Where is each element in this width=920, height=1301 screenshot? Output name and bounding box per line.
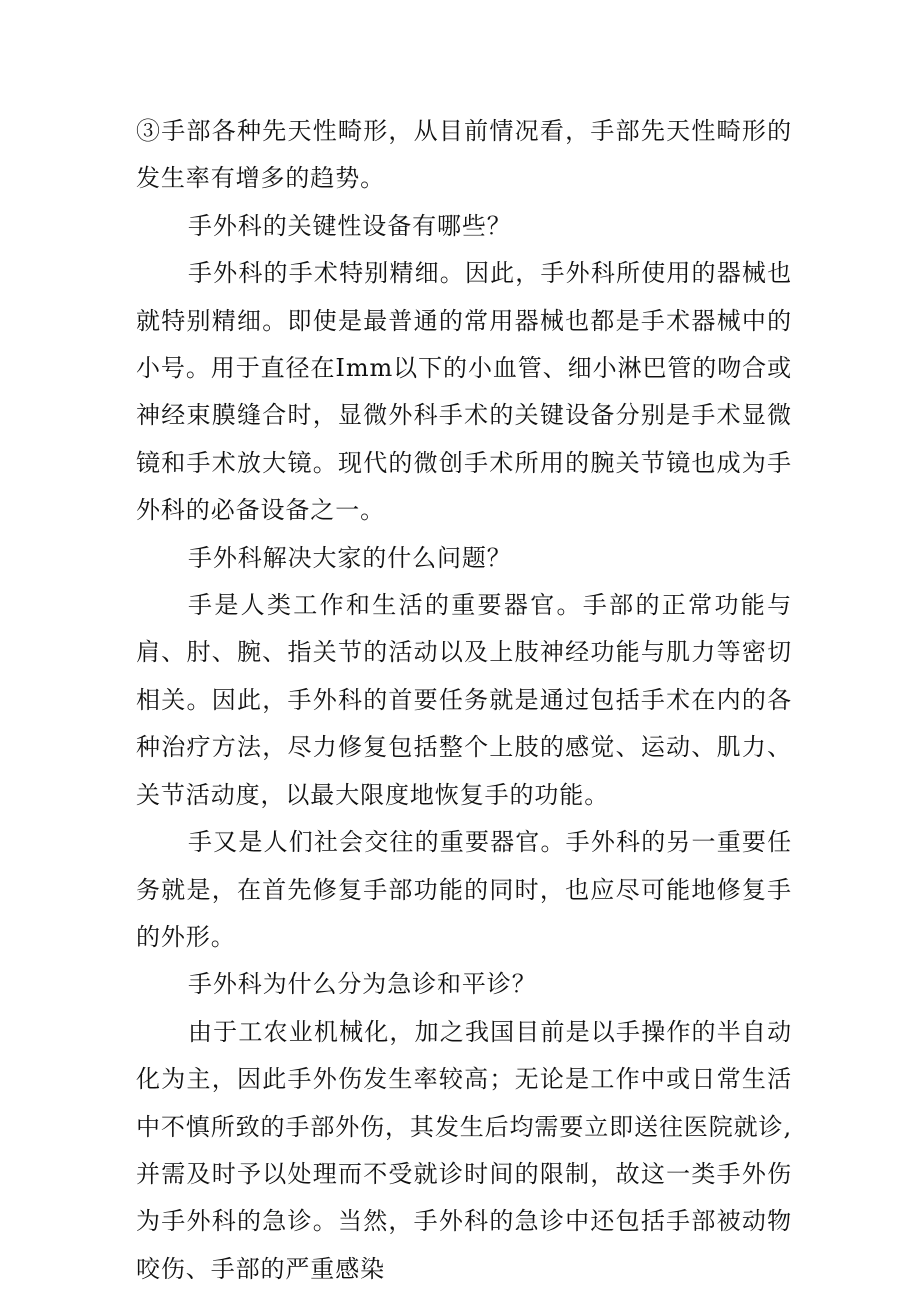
- heading-problems-solved: 手外科解决大家的什么问题？: [188, 543, 512, 572]
- document-body: [136, 108, 792, 1293]
- paragraph-hand-appearance: 手又是人们社会交往的重要器官。手外科的另一重要任务就是，在首先修复手部功能的同时，也应尽可能地修复手的外形。: [136, 828, 792, 951]
- heading-emergency-vs-routine: 手外科为什么分为急诊和平诊？: [188, 970, 537, 999]
- paragraph-congenital-deformity: ③手部各种先天性畸形，从目前情况看，手部先天性畸形的发生率有增多的趋势。: [136, 117, 792, 193]
- paragraph-emergency: 由于工农业机械化，加之我国目前是以手操作的半自动化为主，因此手外伤发生率较高；无论是工作中或日常生活中不慎所致的手部外伤，其发生后均需要立即送往医院就诊,并需及时予以处理而不受就诊时间的限制，故这一类手外伤为手外科的急诊。当然，手外科的急诊中还包括手部被动物咬伤、手部的严重感染: [136, 1017, 792, 1283]
- paragraph-key-equipment: 手外科的手术特别精细。因此，手外科所使用的器械也就特别精细。即使是最普通的常用器械也都是手术器械中的小号。用于直径在Imm以下的小血管、细小淋巴管的吻合或神经束膜缝合时，显微外科手术的关键设备分别是手术显微镜和手术放大镜。现代的微创手术所用的腕关节镜也成为手外科的必备设备之一。: [136, 259, 792, 525]
- paragraph-hand-function: 手是人类工作和生活的重要器官。手部的正常功能与肩、肘、腕、指关节的活动以及上肢神经功能与肌力等密切相关。因此，手外科的首要任务就是通过包括手术在内的各种治疗方法，尽力修复包括整个上肢的感觉、运动、肌力、关节活动度，以最大限度地恢复手的功能。: [136, 591, 792, 809]
- heading-key-equipment: 手外科的关键性设备有哪些？: [188, 211, 512, 240]
